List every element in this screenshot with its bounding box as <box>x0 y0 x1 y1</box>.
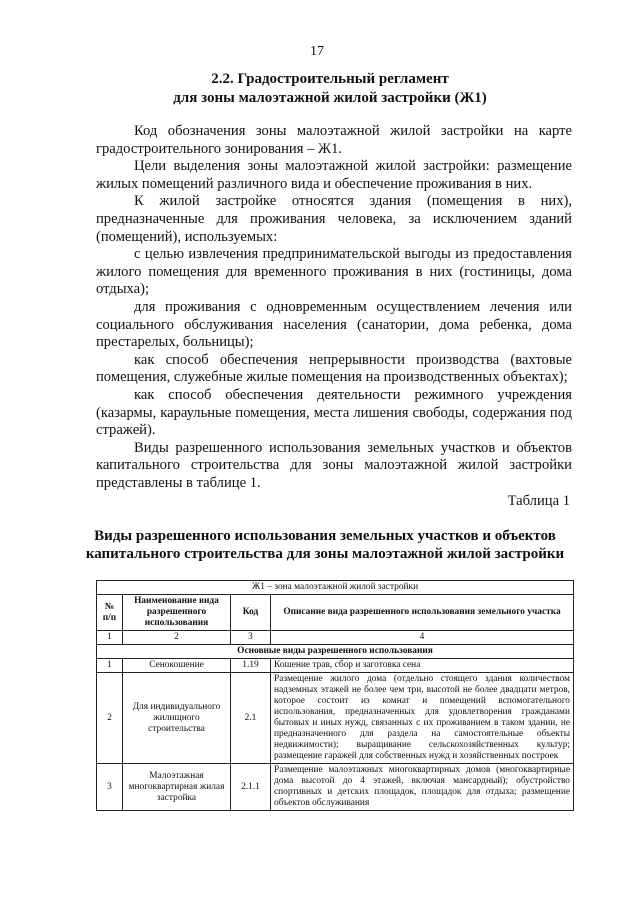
zone-header-cell: Ж1 – зона малоэтажной жилой застройки <box>97 581 574 595</box>
section-heading <box>60 70 600 108</box>
paragraph: с целью извлечения предпринимательской выгоды из предоставления жилого помещения для временного проживания в них (гостиницы, дома отдыха); <box>96 246 572 298</box>
table-row <box>97 659 574 673</box>
paragraph: как способ обеспечения непрерывности производства (вахтовые помещения, служебные жилые помещения на производственных объектах); <box>96 351 572 386</box>
row-number: 2 <box>97 673 123 764</box>
page-number: 17 <box>310 44 324 59</box>
table-row <box>97 764 574 811</box>
row-use-name: Для индивидуального жилищного строительства <box>123 673 231 764</box>
header-cell-number: № п/п <box>97 595 123 631</box>
paragraph: для проживания с одновременным осуществлением лечения или социального обслуживания населения (санатории, дома ребенка, дома престарелых, больницы); <box>96 298 572 351</box>
row-number: 1 <box>97 659 123 673</box>
paragraph: Виды разрешенного использования земельных участков и объектов капитального строительства для зоны малоэтажной жилой застройки представлены в таблице 1. <box>96 439 572 491</box>
table-column-number-row <box>97 631 574 645</box>
heading-line-1: 2.2. Градостроительный регламент <box>211 71 449 87</box>
body-text <box>96 123 572 492</box>
header-cell-name: Наименование вида разрешенного использования <box>123 595 231 631</box>
row-code: 1.19 <box>231 659 271 673</box>
table-header-row <box>97 595 574 631</box>
column-number-cell: 2 <box>123 631 231 645</box>
paragraph: как способ обеспечения деятельности режимного учреждения (казармы, караульные помещения, места лишения свободы, содержания под стражей). <box>96 386 572 439</box>
table-title <box>70 527 580 563</box>
table-title-line-1: Виды разрешенного использования земельных участков и объектов <box>94 528 556 544</box>
table-zone-row <box>97 581 574 595</box>
row-use-name: Малоэтажная многоквартирная жилая застройка <box>123 764 231 811</box>
section-header-cell: Основные виды разрешенного использования <box>97 645 574 659</box>
header-cell-code: Код <box>231 595 271 631</box>
heading-line-2: для зоны малоэтажной жилой застройки (Ж1) <box>173 90 487 106</box>
row-number: 3 <box>97 764 123 811</box>
table-caption: Таблица 1 <box>507 493 570 509</box>
row-use-name: Сенокошение <box>123 659 231 673</box>
column-number-cell: 4 <box>271 631 574 645</box>
row-description: Размещение малоэтажных многоквартирных домов (многоквартирные дома высотой до 4 этажей, включая мансардный); обустройство спортивных и детских площадок, площадок для отдыха; размещение объектов обслуживания <box>271 764 574 811</box>
row-description: Кошение трав, сбор и заготовка сена <box>271 659 574 673</box>
table-row <box>97 673 574 764</box>
table-section-row <box>97 645 574 659</box>
row-code: 2.1.1 <box>231 764 271 811</box>
row-description: Размещение жилого дома (отдельно стоящего здания количеством надземных этажей не более чем три, высотой не более двадцати метров, которое состоит из комнат и помещений вспомогательного использования, предназначенных для удовлетворения гражданами бытовых и иных нужд, связанных с их проживанием в таком здании, не предназначенного для раздела на самостоятельные объекты недвижимости); выращивание сельскохозяйственных культур; размещение гаражей для собственных нужд и хозяйственных построек <box>271 673 574 764</box>
header-cell-description: Описание вида разрешенного использования земельного участка <box>271 595 574 631</box>
row-code: 2.1 <box>231 673 271 764</box>
paragraph: К жилой застройке относятся здания (помещения в них), предназначенные для проживания человека, за исключением зданий (помещений), используемых: <box>96 193 572 245</box>
column-number-cell: 3 <box>231 631 271 645</box>
paragraph: Код обозначения зоны малоэтажной жилой застройки на карте градостроительного зонирования – Ж1. <box>96 123 572 157</box>
paragraph: Цели выделения зоны малоэтажной жилой застройки: размещение жилых помещений различного вида и обеспечение проживания в них. <box>96 158 572 192</box>
column-number-cell: 1 <box>97 631 123 645</box>
land-use-table <box>96 580 574 811</box>
table-title-line-2: капитального строительства для зоны малоэтажной жилой застройки <box>85 546 565 562</box>
